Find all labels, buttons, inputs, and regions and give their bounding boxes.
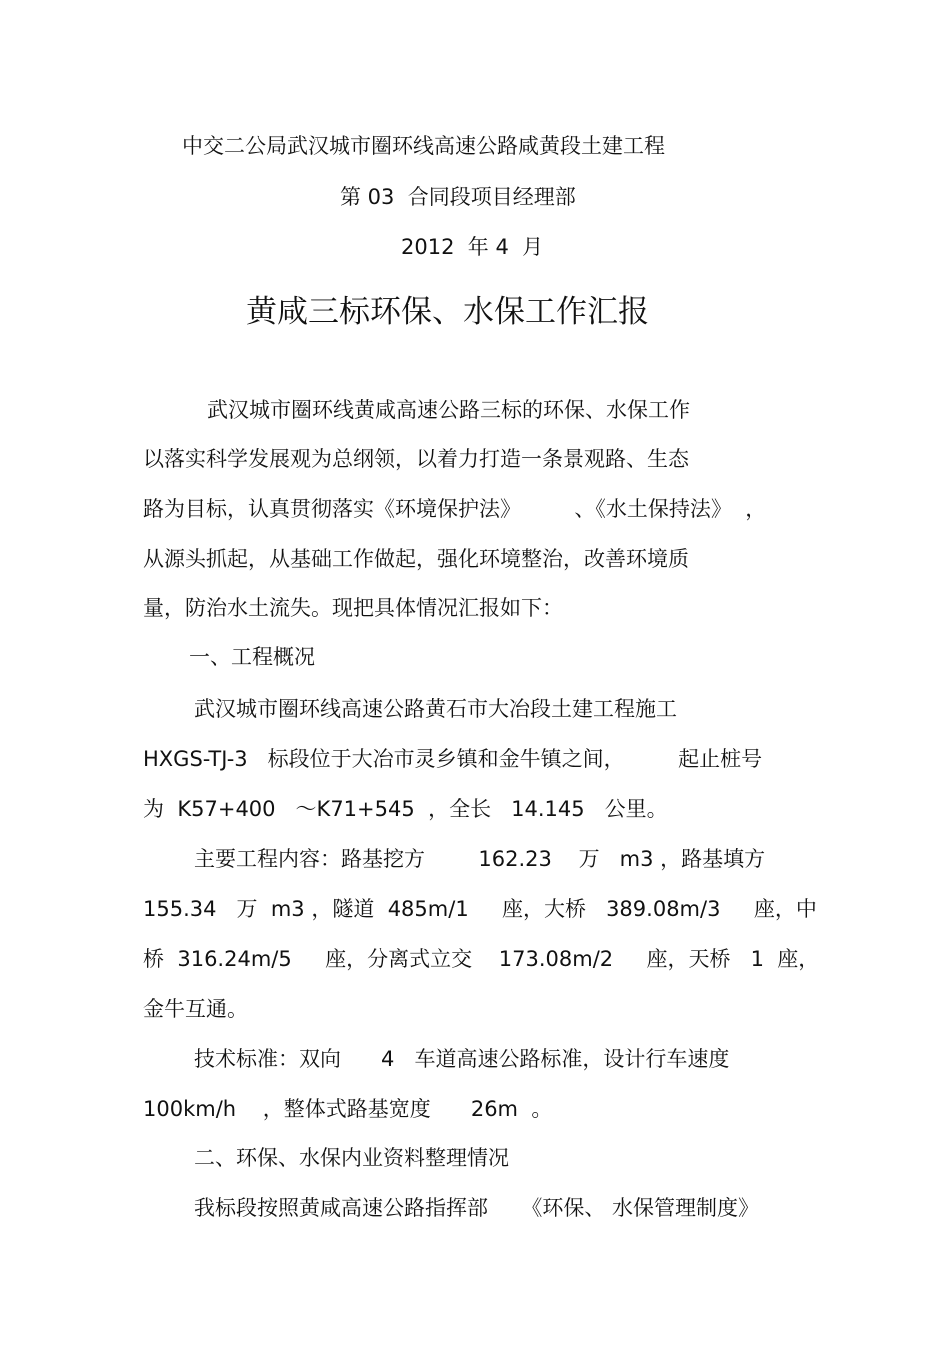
section-1-heading: 一、工程概况 xyxy=(189,645,315,669)
section-1-para3-line-2: 100km/h ，整体式路基宽度 26m 。 xyxy=(143,1097,553,1121)
document-title: 黄咸三标环保、水保工作汇报 xyxy=(246,294,649,330)
dept-line: 第 03 合同段项目经理部 xyxy=(340,185,576,209)
intro-line-1: 武汉城市圈环线黄咸高速公路三标的环保、水保工作 xyxy=(207,398,690,422)
intro-line-4: 从源头抓起，从基础工作做起，强化环境整治，改善环境质 xyxy=(143,547,689,571)
intro-line-3: 路为目标，认真贯彻落实《环境保护法》 、《水土保持法》 ， xyxy=(143,497,767,521)
intro-line-2: 以落实科学发展观为总纲领，以着力打造一条景观路、生态 xyxy=(143,447,689,471)
section-1-para1-line-2: HXGS-TJ-3 标段位于大冶市灵乡镇和金牛镇之间， 起止桩号 xyxy=(143,747,763,771)
section-1-para2-line-4: 金牛互通。 xyxy=(143,997,248,1021)
section-1-para2-line-2: 155.34 万 m3 ，隧道 485m/1 座，大桥 389.08m/3 座，中 xyxy=(143,897,817,921)
section-1-para3-line-1: 技术标准：双向 4 车道高速公路标准，设计行车速度 xyxy=(194,1047,730,1071)
section-1-para2-line-1: 主要工程内容：路基挖方 162.23 万 m3 ，路基填方 xyxy=(194,847,766,871)
org-line: 中交二公局武汉城市圈环线高速公路咸黄段土建工程 xyxy=(182,134,665,158)
intro-line-5: 量，防治水土流失。现把具体情况汇报如下： xyxy=(143,596,563,620)
section-1-para2-line-3: 桥 316.24m/5 座，分离式立交 173.08m/2 座，天桥 1 座， xyxy=(143,947,820,971)
section-1-para1-line-1: 武汉城市圈环线高速公路黄石市大冶段土建工程施工 xyxy=(194,697,677,721)
date-line: 2012 年 4 月 xyxy=(401,235,544,259)
section-2-para1-line-1: 我标段按照黄咸高速公路指挥部 《环保、 水保管理制度》 xyxy=(194,1196,760,1220)
section-2-heading: 二、环保、水保内业资料整理情况 xyxy=(194,1146,509,1170)
section-1-para1-line-3: 为 K57+400 ～K71+545 ，全长 14.145 公里。 xyxy=(143,797,668,821)
